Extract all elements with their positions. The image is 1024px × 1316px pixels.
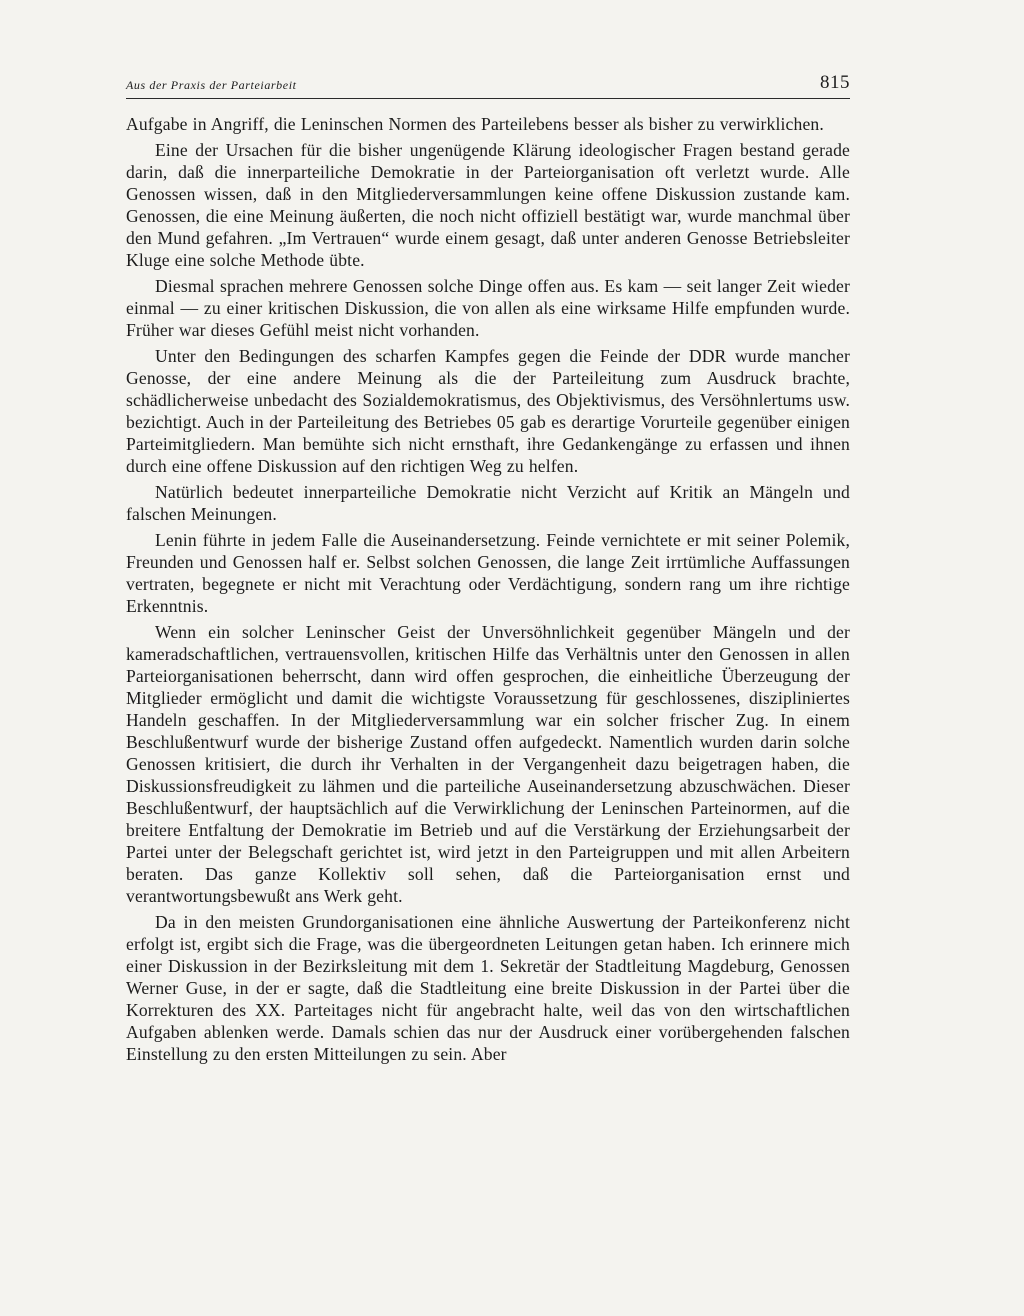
book-page: [126, 72, 850, 1069]
running-title: Aus der Praxis der Parteiarbeit: [126, 78, 297, 92]
running-header: [126, 72, 850, 99]
paragraph-5: Natürlich bedeutet innerparteiliche Demokratie nicht Verzicht auf Kritik an Mängeln und falschen Meinungen.: [126, 482, 850, 524]
paragraph-8: Da in den meisten Grundorganisationen eine ähnliche Auswertung der Parteikonferenz nicht erfolgt ist, ergibt sich die Frage, was die übergeordneten Leitungen getan haben. Ich erinnere mich einer Diskussion in der Bezirksleitung mit dem 1. Sekretär der Stadtleitung Magdeburg, Genossen Werner Guse, in der er sagte, daß die Stadtleitung eine breite Diskussion in der Partei über die Korrekturen des XX. Parteitages nicht für angebracht halte, weil das von den wirtschaftlichen Aufgaben ablenken werde. Damals schien das nur der Ausdruck einer vorübergehenden falschen Einstellung zu den ersten Mitteilungen zu sein. Aber: [126, 912, 850, 1064]
paragraph-2: Eine der Ursachen für die bisher ungenügende Klärung ideologischer Fragen bestand gerade darin, daß die innerparteiliche Demokratie in der Parteiorganisation oft verletzt wurde. Alle Genossen wissen, daß in den Mitgliederversammlungen keine offene Diskussion zustande kam. Genossen, die eine Meinung äußerten, die noch nicht offiziell bestätigt war, wurde manchmal über den Mund gefahren. „Im Vertrauen“ wurde einem gesagt, daß unter anderen Genosse Betriebsleiter Kluge eine solche Methode übte.: [126, 140, 850, 270]
paragraph-3: Diesmal sprachen mehrere Genossen solche Dinge offen aus. Es kam — seit langer Zeit wieder einmal — zu einer kritischen Diskussion, die von allen als eine wirksame Hilfe empfunden wurde. Früher war dieses Gefühl meist nicht vorhanden.: [126, 276, 850, 340]
page-number: 815: [820, 72, 850, 93]
body-text: [126, 113, 850, 1065]
paragraph-1: Aufgabe in Angriff, die Leninschen Normen des Parteilebens besser als bisher zu verwirklichen.: [126, 114, 824, 134]
paragraph-4: Unter den Bedingungen des scharfen Kampfes gegen die Feinde der DDR wurde mancher Genosse, der eine andere Meinung als die der Parteileitung zum Ausdruck brachte, schädlicherweise unbedacht des Sozialdemokratismus, des Objektivismus, des Versöhnlertums usw. bezichtigt. Auch in der Parteileitung des Betriebes 05 gab es derartige Vorurteile gegenüber einigen Parteimitgliedern. Man bemühte sich nicht ernsthaft, ihre Gedankengänge zu erfassen und ihnen durch eine offene Diskussion auf den richtigen Weg zu helfen.: [126, 346, 850, 476]
paragraph-6: Lenin führte in jedem Falle die Auseinandersetzung. Feinde vernichtete er mit seiner Polemik, Freunden und Genossen half er. Selbst solchen Genossen, die lange Zeit irrtümliche Auffassungen vertraten, begegnete er nicht mit Verachtung oder Verdächtigung, sondern rang um ihre richtige Erkenntnis.: [126, 530, 850, 616]
paragraph-7: Wenn ein solcher Leninscher Geist der Unversöhnlichkeit gegenüber Mängeln und der kameradschaftlichen, vertrauensvollen, kritischen Hilfe das Verhältnis unter den Genossen in allen Parteiorganisationen beherrscht, dann wird offen gesprochen, die einheitliche Überzeugung der Mitglieder ermöglicht und damit die wichtigste Voraussetzung für geschlossenes, diszipliniertes Handeln geschaffen. In der Mitgliederversammlung war ein solcher frischer Zug. In einem Beschlußentwurf wurde der bisherige Zustand offen aufgedeckt. Namentlich wurden darin solche Genossen kritisiert, die durch ihr Verhalten in der Vergangenheit dazu beigetragen haben, die Diskussionsfreudigkeit zu lähmen und die parteiliche Auseinandersetzung abzuschwächen. Dieser Beschlußentwurf, der hauptsächlich auf die Verwirklichung der Leninschen Parteinormen, auf die breitere Entfaltung der Demokratie im Betrieb und auf die Verstärkung der Erziehungsarbeit der Partei unter der Belegschaft gerichtet ist, wird jetzt in den Parteigruppen und mit allen Arbeitern beraten. Das ganze Kollektiv soll sehen, daß die Parteiorganisation ernst und verantwortungsbewußt ans Werk geht.: [126, 622, 850, 906]
